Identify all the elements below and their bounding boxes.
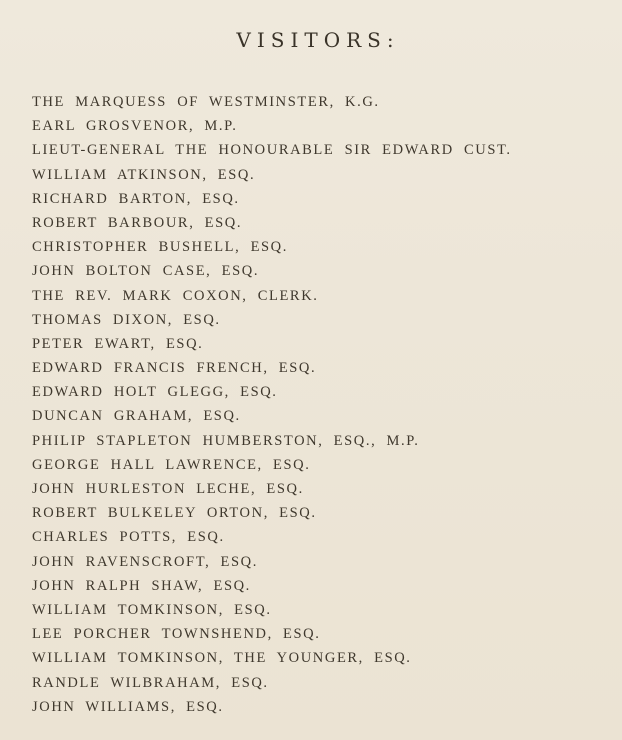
visitor-entry: JOHN RAVENSCROFT, ESQ. (32, 553, 258, 570)
visitor-entry: CHARLES POTTS, ESQ. (32, 529, 225, 546)
visitor-entry: THOMAS DIXON, ESQ. (32, 311, 221, 328)
visitor-entry: DUNCAN GRAHAM, ESQ. (32, 408, 241, 425)
visitor-entry: WILLIAM ATKINSON, ESQ. (32, 166, 256, 183)
visitor-entry: JOHN HURLESTON LECHE, ESQ. (32, 481, 304, 497)
visitor-entry: LEE PORCHER TOWNSHEND, ESQ. (32, 626, 321, 643)
visitor-list (32, 90, 512, 719)
visitor-entry: RICHARD BARTON, ESQ. (32, 190, 240, 207)
visitor-entry: ROBERT BULKELEY ORTON, ESQ. (32, 505, 317, 522)
visitor-entry: CHRISTOPHER BUSHELL, ESQ. (32, 239, 288, 256)
visitor-entry: RANDLE WILBRAHAM, ESQ. (32, 674, 269, 691)
visitor-entry: LIEUT-GENERAL THE HONOURABLE SIR EDWARD CUST. (32, 142, 512, 159)
visitor-entry: JOHN RALPH SHAW, ESQ. (32, 577, 251, 594)
visitor-entry: EARL GROSVENOR, M.P. (32, 118, 238, 135)
visitor-entry: PETER EWART, ESQ. (32, 335, 204, 352)
visitor-entry: THE REV. MARK COXON, CLERK. (32, 287, 319, 304)
page-heading: VISITORS: (236, 28, 400, 52)
visitor-entry: EDWARD FRANCIS FRENCH, ESQ. (32, 360, 317, 377)
visitor-entry: EDWARD HOLT GLEGG, ESQ. (32, 384, 278, 401)
visitor-entry: GEORGE HALL LAWRENCE, ESQ. (32, 456, 311, 473)
visitor-entry: JOHN BOLTON CASE, ESQ. (32, 263, 260, 280)
visitor-entry: THE MARQUESS OF WESTMINSTER, K.G. (32, 94, 380, 110)
visitor-entry: WILLIAM TOMKINSON, ESQ. (32, 601, 272, 618)
visitor-entry: PHILIP STAPLETON HUMBERSTON, ESQ., M.P. (32, 432, 420, 449)
visitor-entry: WILLIAM TOMKINSON, THE YOUNGER, ESQ. (32, 650, 412, 667)
visitor-entry: ROBERT BARBOUR, ESQ. (32, 214, 243, 231)
visitor-entry: JOHN WILLIAMS, ESQ. (32, 698, 224, 715)
